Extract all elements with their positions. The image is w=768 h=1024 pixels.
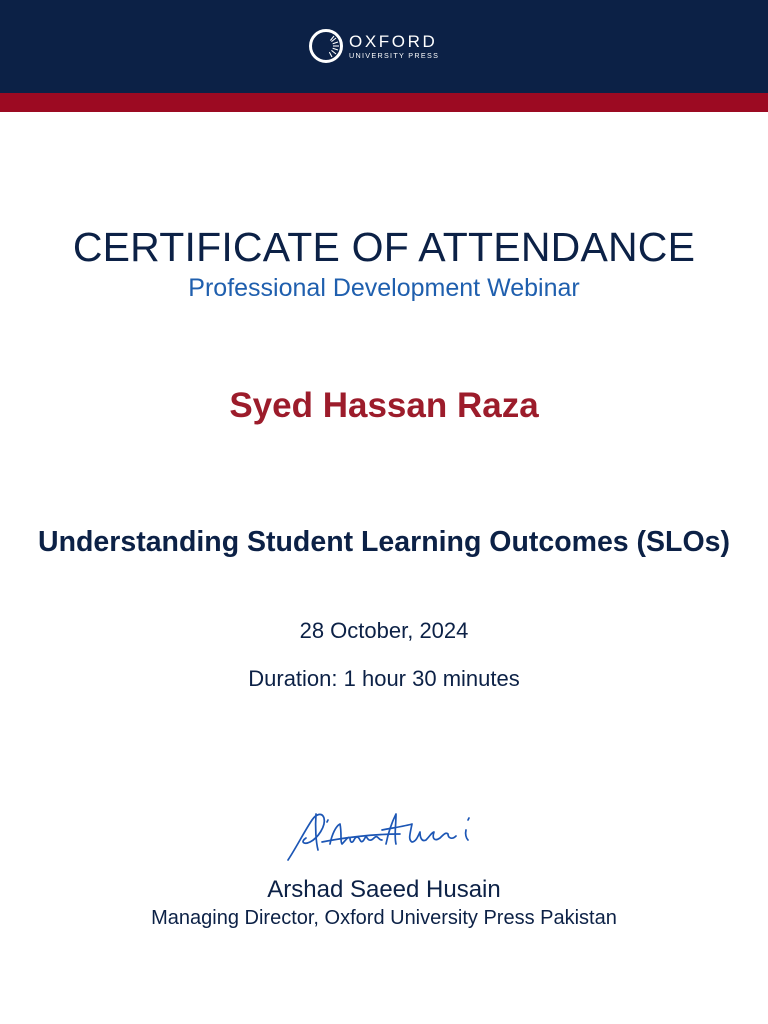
- signatory-role: Managing Director, Oxford University Press Pakistan: [151, 907, 617, 929]
- recipient-name: Syed Hassan Raza: [229, 386, 539, 425]
- webinar-date: 28 October, 2024: [299, 618, 469, 643]
- handwritten-signature: [282, 804, 486, 866]
- signatory-name: Arshad Saeed Husain: [267, 876, 501, 903]
- logo-wordmark: OXFORD: [349, 31, 438, 51]
- certificate-title: CERTIFICATE OF ATTENDANCE: [72, 224, 696, 270]
- oxford-logo-icon: [309, 29, 343, 63]
- webinar-duration: Duration: 1 hour 30 minutes: [248, 666, 520, 691]
- oxford-logo: [309, 29, 439, 63]
- certificate-subtitle: Professional Development Webinar: [188, 274, 580, 302]
- logo-subtitle: UNIVERSITY PRESS: [349, 50, 440, 60]
- course-title: Understanding Student Learning Outcomes (SLOs): [38, 526, 730, 558]
- accent-stripe: [0, 93, 768, 112]
- header-band: [0, 0, 768, 93]
